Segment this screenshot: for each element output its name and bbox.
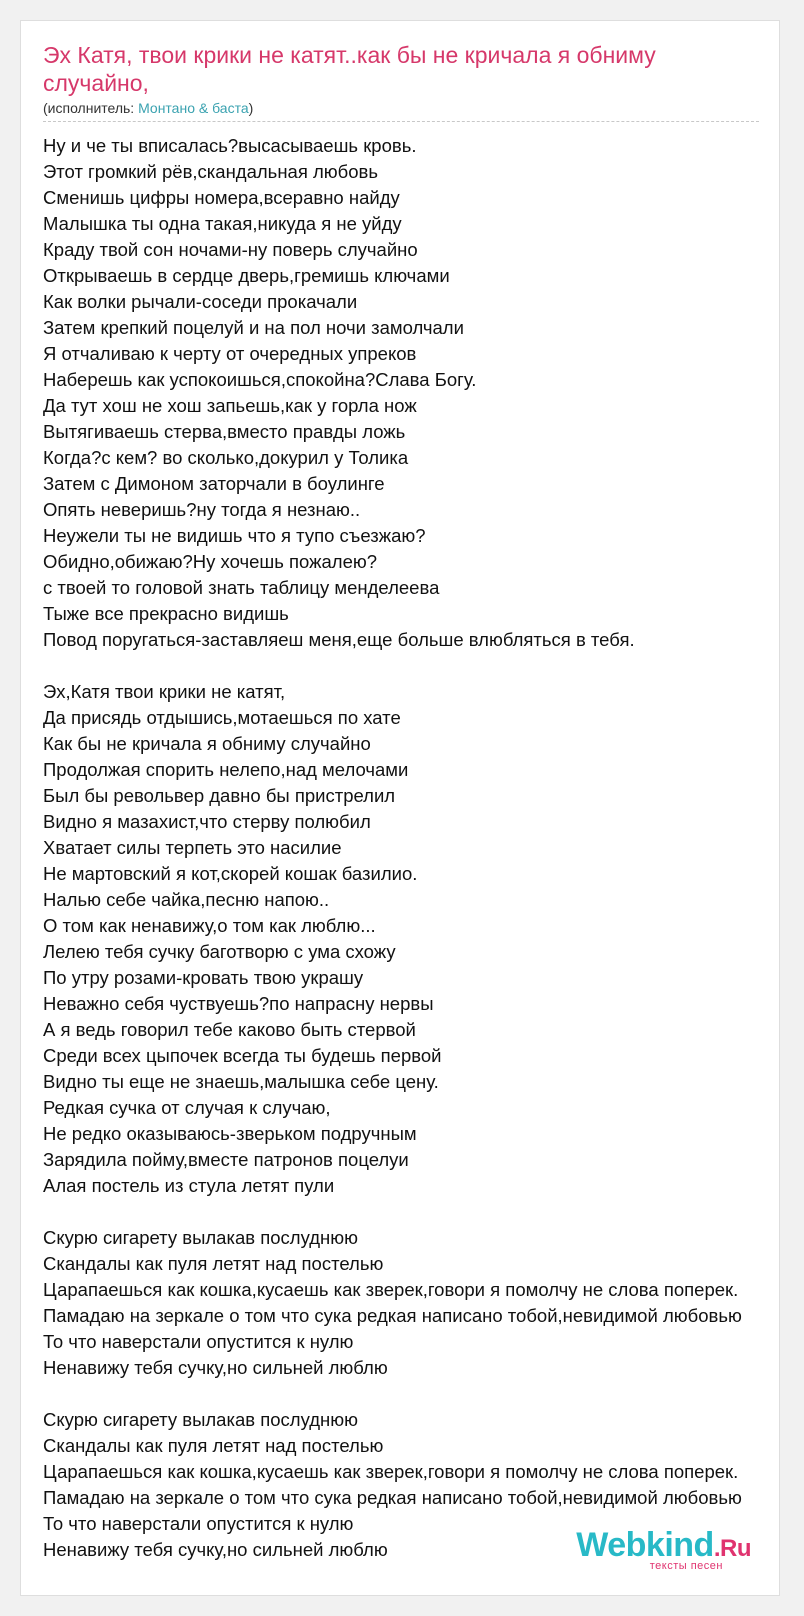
lyric-line: Этот громкий рёв,скандальная любовь bbox=[43, 161, 379, 182]
performer-link[interactable]: Монтано & баста bbox=[138, 100, 249, 116]
site-logo[interactable] bbox=[565, 1527, 751, 1571]
lyric-line: Скандалы как пуля летят над постелью bbox=[43, 1253, 384, 1274]
lyric-line: А я ведь говорил тебе каково быть стервой bbox=[43, 1019, 416, 1040]
lyric-line: Памадаю на зеркале о том что сука редкая написано тобой,невидимой любовью bbox=[43, 1305, 742, 1326]
lyric-line: Наберешь как успокоишься,спокойна?Слава Богу. bbox=[43, 369, 477, 390]
logo-tld: .Ru bbox=[713, 1535, 751, 1562]
lyric-line: Да тут хош не хош запьешь,как у горла нож bbox=[43, 395, 417, 416]
stanza-gap bbox=[43, 1381, 780, 1407]
lyric-line: По утру розами-кровать твою украшу bbox=[43, 967, 364, 988]
lyric-line: То что наверстали опустится к нулю bbox=[43, 1331, 354, 1352]
lyric-line: Не редко оказываюсь-зверьком подручным bbox=[43, 1123, 417, 1144]
lyric-line: Скандалы как пуля летят над постелью bbox=[43, 1435, 384, 1456]
lyric-line: Затем с Димоном заторчали в боулинге bbox=[43, 473, 385, 494]
lyric-line: Неважно себя чуствуешь?по напрасну нервы bbox=[43, 993, 434, 1014]
lyric-line: Алая постель из стула летят пули bbox=[43, 1175, 335, 1196]
lyric-line: Царапаешься как кошка,кусаешь как зверек,говори я помолчу не слова поперек. bbox=[43, 1461, 739, 1482]
lyric-line: Повод поругаться-заставляеш меня,еще больше влюбляться в тебя. bbox=[43, 629, 635, 650]
song-title: Эх Катя, твои крики не катят..как бы не кричала я обниму случайно, bbox=[43, 42, 656, 96]
lyric-line: Ну и че ты вписалась?высасываешь кровь. bbox=[43, 135, 417, 156]
lyric-line: Ненавижу тебя сучку,но сильней люблю bbox=[43, 1539, 388, 1560]
lyric-line: Краду твой сон ночами-ну поверь случайно bbox=[43, 239, 418, 260]
lyric-line: с твоей то головой знать таблицу менделеева bbox=[43, 577, 440, 598]
lyric-line: Затем крепкий поцелуй и на пол ночи замолчали bbox=[43, 317, 464, 338]
lyric-line: Тыже все прекрасно видишь bbox=[43, 603, 289, 624]
stanza-gap bbox=[43, 1199, 780, 1225]
lyric-line: Налью себе чайка,песню напою.. bbox=[43, 889, 330, 910]
lyric-line: Продолжая спорить нелепо,над мелочами bbox=[43, 759, 409, 780]
lyric-line: Хватает силы терпеть это насилие bbox=[43, 837, 342, 858]
lyric-line: Вытягиваешь стерва,вместо правды ложь bbox=[43, 421, 406, 442]
lyric-line: Не мартовский я кот,скорей кошак базилио. bbox=[43, 863, 418, 884]
lyric-line: О том как ненавижу,о том как люблю... bbox=[43, 915, 376, 936]
lyric-line: Зарядила пойму,вместе патронов поцелуи bbox=[43, 1149, 409, 1170]
lyrics-text bbox=[43, 133, 780, 1563]
performer-suffix: ) bbox=[248, 100, 254, 116]
lyric-line: Скурю сигарету вылакав послуднюю bbox=[43, 1409, 358, 1430]
lyric-line: Эх,Катя твои крики не катят, bbox=[43, 681, 286, 702]
lyric-line: Сменишь цифры номера,всеравно найду bbox=[43, 187, 400, 208]
lyric-line: Видно ты еще не знаешь,малышка себе цену. bbox=[43, 1071, 439, 1092]
lyric-line: Царапаешься как кошка,кусаешь как зверек,говори я помолчу не слова поперек. bbox=[43, 1279, 739, 1300]
lyric-line: Видно я мазахист,что стерву полюбил bbox=[43, 811, 371, 832]
lyric-line: Опять неверишь?ну тогда я незнаю.. bbox=[43, 499, 361, 520]
lyric-line: Был бы револьвер давно бы пристрелил bbox=[43, 785, 396, 806]
performer-prefix: (исполнитель: bbox=[43, 100, 139, 116]
content-card bbox=[20, 20, 780, 1596]
stanza-gap bbox=[43, 653, 780, 679]
lyric-line: Я отчаливаю к черту от очередных упреков bbox=[43, 343, 417, 364]
lyric-line: Малышка ты одна такая,никуда я не уйду bbox=[43, 213, 402, 234]
logo-tagline: тексты песен bbox=[649, 1560, 723, 1572]
lyric-line: Редкая сучка от случая к случаю, bbox=[43, 1097, 331, 1118]
logo-name: Webkind bbox=[576, 1526, 714, 1564]
title-separator bbox=[43, 121, 759, 122]
lyric-line: То что наверстали опустится к нулю bbox=[43, 1513, 354, 1534]
lyric-line: Среди всех цыпочек всегда ты будешь первой bbox=[43, 1045, 442, 1066]
lyric-line: Памадаю на зеркале о том что сука редкая написано тобой,невидимой любовью bbox=[43, 1487, 742, 1508]
lyric-line: Ненавижу тебя сучку,но сильней люблю bbox=[43, 1357, 388, 1378]
lyric-line: Как бы не кричала я обниму случайно bbox=[43, 733, 371, 754]
lyric-line: Да присядь отдышись,мотаешься по хате bbox=[43, 707, 401, 728]
lyric-line: Обидно,обижаю?Ну хочешь пожалею? bbox=[43, 551, 378, 572]
performer-line bbox=[43, 99, 253, 117]
lyric-line: Скурю сигарету вылакав послуднюю bbox=[43, 1227, 358, 1248]
lyric-line: Лелею тебя сучку баготворю с ума схожу bbox=[43, 941, 396, 962]
lyric-line: Неужели ты не видишь что я тупо съезжаю? bbox=[43, 525, 426, 546]
lyric-line: Открываешь в сердце дверь,гремишь ключами bbox=[43, 265, 450, 286]
lyric-line: Как волки рычали-соседи прокачали bbox=[43, 291, 358, 312]
lyric-line: Когда?с кем? во сколько,докурил у Толика bbox=[43, 447, 409, 468]
